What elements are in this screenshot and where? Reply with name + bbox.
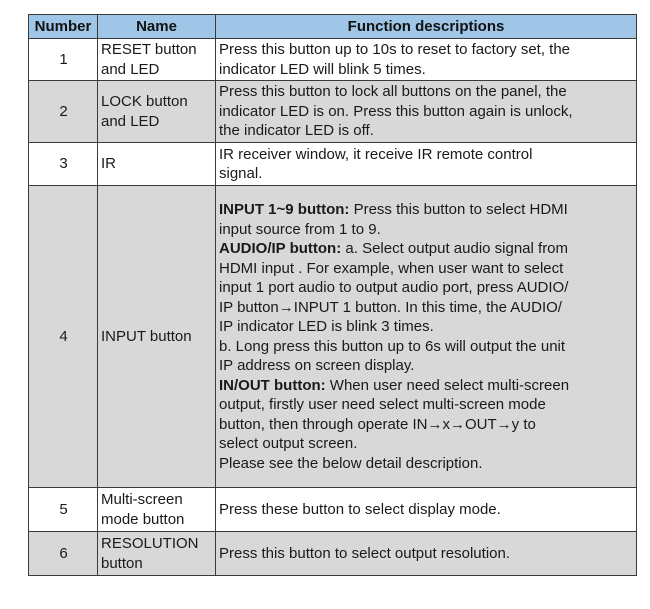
table-row [29,186,637,488]
row-name: Multi-screen mode button [98,488,216,532]
row-name: RESOLUTION button [98,532,216,576]
table-row [29,143,637,186]
row-description: Press these button to select display mode. [216,488,637,532]
row-number: 5 [29,488,98,532]
header-function: Function descriptions [216,15,637,39]
row-description: Press this button to select output resolution. [216,532,637,576]
header-number: Number [29,15,98,39]
row-description: IR receiver window, it receive IR remote control signal. [216,143,637,186]
audio-ip-button-term: AUDIO/IP button: [219,240,342,257]
in-out-button-term: IN/OUT button: [219,376,326,394]
row-description: Press this button up to 10s to reset to factory set, the indicator LED will blink 5 times. [216,39,637,81]
row-name: INPUT button [98,186,216,488]
row-description: INPUT 1~9 button: Press this button to select HDMI input source from 1 to 9. AUDIO/IP button: a. Select output audio signal from HDMI input . For example, when user want to select input 1 port audio to output audio port, press AUDIO/ IP button→INPUT 1 button. In this time, the AUDIO/ IP indicator LED is blink 3 times. b. Long press this button up to 6s will output the unit IP address on screen display. IN/OUT button: When user need select multi-screen output, firstly user need select multi-screen mode button, then through operate IN→x→OUT→y to select output screen. Please see the below detail description. [216,186,637,488]
row-name: RESET button and LED [98,39,216,81]
table-row [29,39,637,81]
table-header-row [29,15,637,39]
table-row [29,532,637,576]
row-name: LOCK button and LED [98,81,216,143]
function-table [28,14,637,576]
row-number: 1 [29,39,98,81]
row-number: 4 [29,186,98,488]
header-name: Name [98,15,216,39]
row-number: 2 [29,81,98,143]
function-table-container [28,14,637,576]
input-button-term: INPUT 1~9 button: [219,201,350,218]
row-number: 6 [29,532,98,576]
row-description: Press this button to lock all buttons on the panel, the indicator LED is on. Press this button again is unlock, the indicator LED is off. [216,81,637,143]
row-number: 3 [29,143,98,186]
table-row [29,488,637,532]
row-name: IR [98,143,216,186]
table-row [29,81,637,143]
